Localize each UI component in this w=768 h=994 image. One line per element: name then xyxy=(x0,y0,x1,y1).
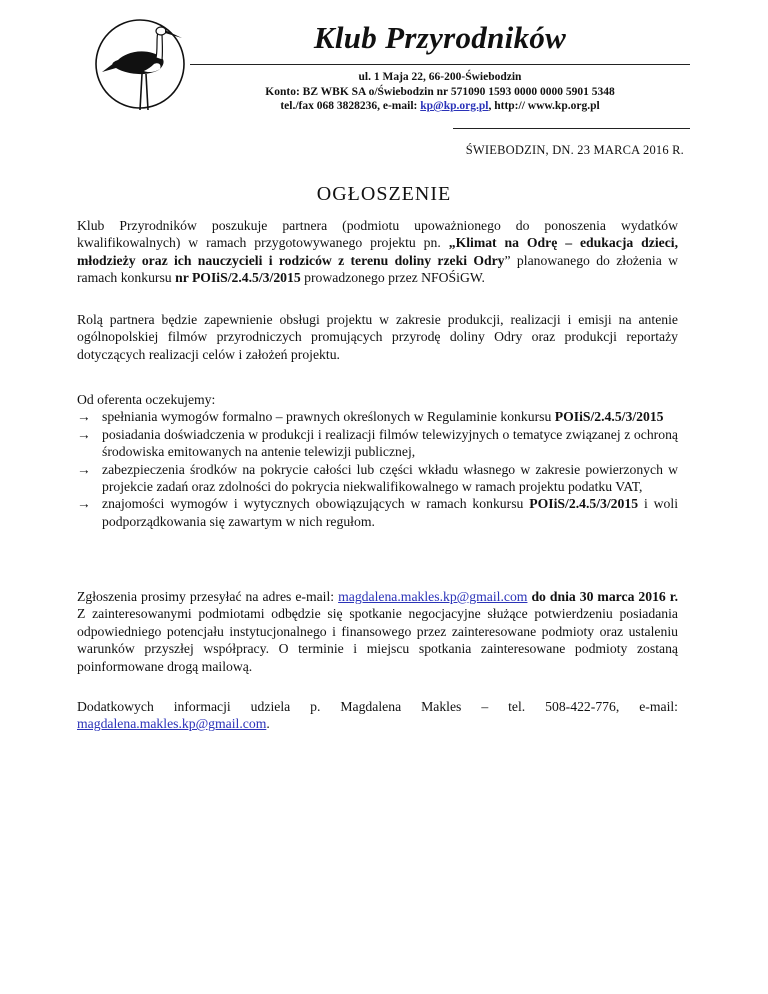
intro-text-3: prowadzonego przez NFOŚiGW. xyxy=(300,270,485,286)
address-line: ul. 1 Maja 22, 66-200-Świebodzin xyxy=(358,71,522,83)
list-item xyxy=(77,408,678,425)
submission-email-link[interactable]: magdalena.makles.kp@gmail.com xyxy=(338,589,528,604)
contact-suffix: , http:// www.kp.org.pl xyxy=(488,100,600,112)
contest-number: POIiS/2.4.5/3/2015 xyxy=(529,496,639,512)
contact-email-link[interactable]: magdalena.makles.kp@gmail.com xyxy=(77,716,267,732)
arrow-right-icon: → xyxy=(77,461,91,477)
requirement-text: spełniania wymogów formalno – prawnych określonych w Regulaminie konkursu xyxy=(102,409,555,425)
arrow-right-icon: → xyxy=(77,496,91,512)
intro-text-2: ” planowanego do złożenia w ramach konkursu xyxy=(77,252,678,286)
paragraph-submissions xyxy=(77,588,678,675)
requirement-text: znajomości wymogów i wytycznych obowiązujących w ramach konkursu xyxy=(102,496,530,512)
requirements-intro: Od oferenta oczekujemy: xyxy=(77,392,216,407)
contact-block xyxy=(190,70,690,114)
organization-email-link[interactable]: kp@kp.org.pl xyxy=(420,100,489,112)
phone-email-line xyxy=(190,99,690,114)
header-divider xyxy=(190,64,690,65)
bank-account-line: Konto: BZ WBK SA o/Świebodzin nr 571090 1593 0000 0000 5901 5348 xyxy=(265,85,615,98)
organization-name: Klub Przyrodników xyxy=(313,20,567,55)
document-date: ŚWIEBODZIN, DN. 23 MARCA 2016 R. xyxy=(465,143,684,157)
paragraph-intro xyxy=(77,217,678,287)
contest-number: nr POIiS/2.4.5/3/2015 xyxy=(175,270,301,286)
contact-prefix: tel./fax 068 3828236, e-mail: xyxy=(280,100,421,112)
paragraph-contact xyxy=(77,698,678,733)
requirements-list xyxy=(77,408,678,530)
contact-text: Dodatkowych informacji udziela p. Magdalena Makles – tel. 508-422-776, e-mail: xyxy=(77,699,678,714)
contact-text-end: . xyxy=(266,716,270,732)
submission-deadline: do dnia 30 marca 2016 r. xyxy=(527,589,679,604)
requirement-text: zabezpieczenia środków na pokrycie całości lub części wkładu własnego w zakresie powierzonych w projekcie zadań oraz zdolności do pokrycia niekwalifikowalnego w ramach projektu podatku VAT, xyxy=(102,461,678,495)
paragraph-partner-role xyxy=(77,311,678,363)
list-item xyxy=(77,495,678,530)
contest-number: POIiS/2.4.5/3/2015 xyxy=(554,409,664,425)
stork-logo-icon xyxy=(88,14,188,118)
submission-text: Zgłoszenia prosimy przesyłać na adres e-mail: xyxy=(77,589,339,604)
arrow-right-icon: → xyxy=(77,426,91,442)
list-item xyxy=(77,426,678,461)
partner-role-text: Rolą partnera będzie zapewnienie obsługi projektu w zakresie produkcji, realizacji i emisji na antenie ogólnopolskiej filmów przyrodniczych promujących przyrodę doliny Odry oraz produkcji reportaży dotyczących realizacji celów i założeń projektu. xyxy=(77,312,678,362)
arrow-right-icon: → xyxy=(77,409,91,425)
intro-text: Klub Przyrodników poszukuje partnera (podmiotu upoważnionego do ponoszenia wydatków kwalifikowalnych) w ramach przygotowywanego projektu pn. xyxy=(77,218,678,251)
requirement-text-tail: i woli podporządkowania się zawartym w nich regułom. xyxy=(102,496,678,529)
project-name: „Klimat na Odrę – edukacja dzieci, młodzieży oraz ich nauczycieli i rodziców z terenu doliny rzeki Odry xyxy=(77,235,678,268)
date-divider xyxy=(453,128,690,129)
document-title: OGŁOSZENIE xyxy=(316,183,452,205)
paragraph-requirements xyxy=(77,391,678,530)
list-item xyxy=(77,461,678,496)
submission-text-2: Z zainteresowanymi podmiotami odbędzie się spotkanie negocjacyjne służące potwierdzeniu posiadania odpowiedniego potencjału instytucjonalnego i finansowego przez zainteresowane podmioty oraz ustaleniu warunków przyszłej współpracy. O terminie i miejscu spotkania zainteresowane podmioty zostaną poinformowane drogą mailową. xyxy=(77,606,678,674)
requirement-text: posiadania doświadczenia w produkcji i realizacji filmów telewizyjnych o tematyce związanej z ochroną środowiska emitowanych na antenie telewizji publicznej, xyxy=(102,426,678,460)
